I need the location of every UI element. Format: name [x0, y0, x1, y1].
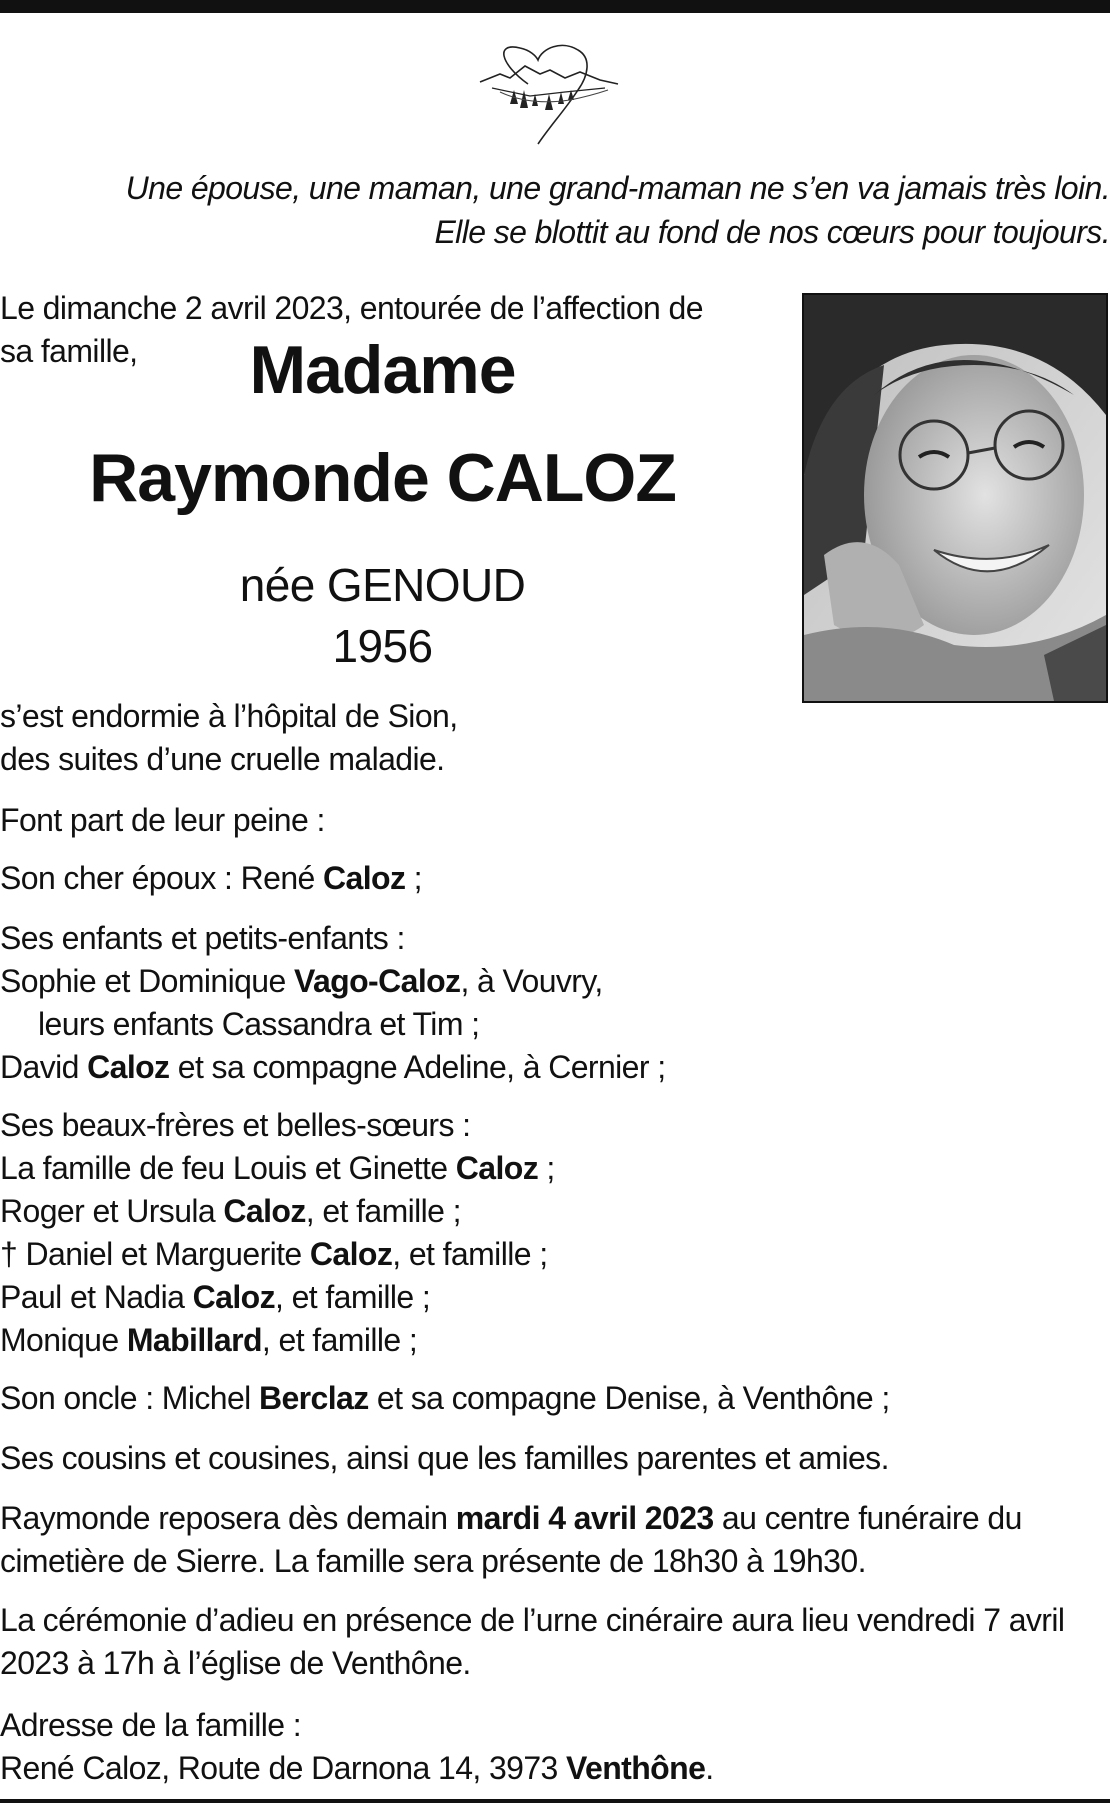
deceased-name-block-2 — [0, 440, 765, 516]
text-segment: † Daniel et Marguerite — [0, 1236, 310, 1272]
intro-line: Le dimanche 2 avril 2023, entourée de l’affection de — [0, 290, 703, 326]
text-segment: Sophie et Dominique — [0, 963, 294, 999]
passing-line: s’est endormie à l’hôpital de Sion, — [0, 698, 458, 734]
inlaws-line — [0, 1319, 1110, 1362]
cousins-line: Ses cousins et cousines, ainsi que les familles parentes et amies. — [0, 1440, 889, 1476]
inlaws-line — [0, 1147, 1110, 1190]
text-segment: David — [0, 1049, 88, 1085]
text-segment: Son oncle : Michel — [0, 1380, 259, 1416]
epigraph-line: Une épouse, une maman, une grand-maman ne s’en va jamais très loin. — [125, 170, 1110, 206]
inlaws-line — [0, 1190, 1110, 1233]
address-paragraph — [0, 1704, 1110, 1790]
deceased-maiden-name: née GENOUD — [239, 559, 526, 611]
surname: Caloz — [192, 1279, 275, 1315]
text-segment: et sa compagne Adeline, à Cernier ; — [169, 1049, 666, 1085]
epigraph — [50, 166, 1110, 254]
text-segment: , et famille ; — [305, 1193, 461, 1229]
repose-date: mardi 4 avril 2023 — [455, 1500, 714, 1536]
text-segment: Roger et Ursula — [0, 1193, 224, 1229]
text-segment: René Caloz, Route de Darnona 14, 3973 — [0, 1750, 567, 1786]
font-part-line: Font part de leur peine : — [0, 802, 325, 838]
inlaws-heading: Ses beaux-frères et belles-sœurs : — [0, 1107, 471, 1143]
text-segment: . — [705, 1750, 714, 1786]
text-segment: et sa compagne Denise, à Venthône ; — [368, 1380, 890, 1416]
children-line: leurs enfants Cassandra et Tim ; — [38, 1006, 480, 1042]
ceremony-line: La cérémonie d’adieu en présence de l’urne cinéraire aura lieu vendredi 7 avril — [0, 1602, 1065, 1638]
inlaws-line — [0, 1233, 1110, 1276]
text-segment: au centre funéraire du — [713, 1500, 1022, 1536]
deceased-birth-year: 1956 — [332, 620, 433, 672]
uncle-line — [0, 1377, 1110, 1420]
passing-line: des suites d’une cruelle maladie. — [0, 741, 445, 777]
spouse-line — [0, 857, 1110, 900]
children-line — [0, 960, 1110, 1003]
spouse-surname: Caloz — [323, 860, 406, 896]
surname: Caloz — [455, 1150, 539, 1186]
text-segment: La famille de feu Louis et Ginette — [0, 1150, 456, 1186]
text-segment: ; — [538, 1150, 555, 1186]
children-paragraph — [0, 917, 1110, 1089]
repose-line: cimetière de Sierre. La famille sera présente de 18h30 à 19h30. — [0, 1543, 866, 1579]
text-segment: Monique — [0, 1322, 127, 1358]
surname: Vago-Caloz — [293, 963, 461, 999]
ceremony-line: 2023 à 17h à l’église de Venthône. — [0, 1645, 471, 1681]
inlaws-paragraph — [0, 1104, 1110, 1362]
text-segment: Paul et Nadia — [0, 1279, 193, 1315]
intro-line: sa famille, — [0, 333, 138, 369]
portrait-illustration — [804, 295, 1106, 701]
deceased-title: Madame — [249, 332, 516, 408]
children-line — [0, 1046, 1110, 1089]
spouse-text: Son cher époux : René — [0, 860, 324, 896]
surname: Caloz — [223, 1193, 306, 1229]
address-heading: Adresse de la famille : — [0, 1707, 302, 1743]
epigraph-line: Elle se blottit au fond de nos cœurs pour toujours. — [434, 214, 1110, 250]
surname: Berclaz — [258, 1380, 369, 1416]
inlaws-line — [0, 1276, 1110, 1319]
deceased-name: Raymonde CALOZ — [89, 440, 676, 516]
text-segment: , à Vouvry, — [460, 963, 603, 999]
locality: Venthône — [566, 1750, 706, 1786]
surname: Mabillard — [126, 1322, 262, 1358]
portrait-photo — [802, 293, 1108, 703]
heart-mountain-emblem-icon — [470, 44, 640, 154]
text-segment: Raymonde reposera dès demain — [0, 1500, 456, 1536]
repose-paragraph — [0, 1497, 1108, 1583]
children-heading: Ses enfants et petits-enfants : — [0, 920, 405, 956]
deceased-nee-block — [0, 557, 765, 613]
text-segment: , et famille ; — [261, 1322, 418, 1358]
deceased-name-block — [0, 332, 765, 408]
surname: Caloz — [309, 1236, 393, 1272]
passing-paragraph — [0, 695, 1110, 781]
surname: Caloz — [87, 1049, 170, 1085]
repose-line — [0, 1497, 1108, 1540]
top-rule — [0, 0, 1110, 13]
spouse-suffix: ; — [405, 860, 422, 896]
text-segment: , et famille ; — [274, 1279, 431, 1315]
deceased-year-block — [0, 618, 765, 674]
bottom-rule — [0, 1799, 1110, 1803]
address-line — [0, 1747, 1110, 1790]
text-segment: , et famille ; — [392, 1236, 548, 1272]
ceremony-paragraph — [0, 1599, 1110, 1685]
